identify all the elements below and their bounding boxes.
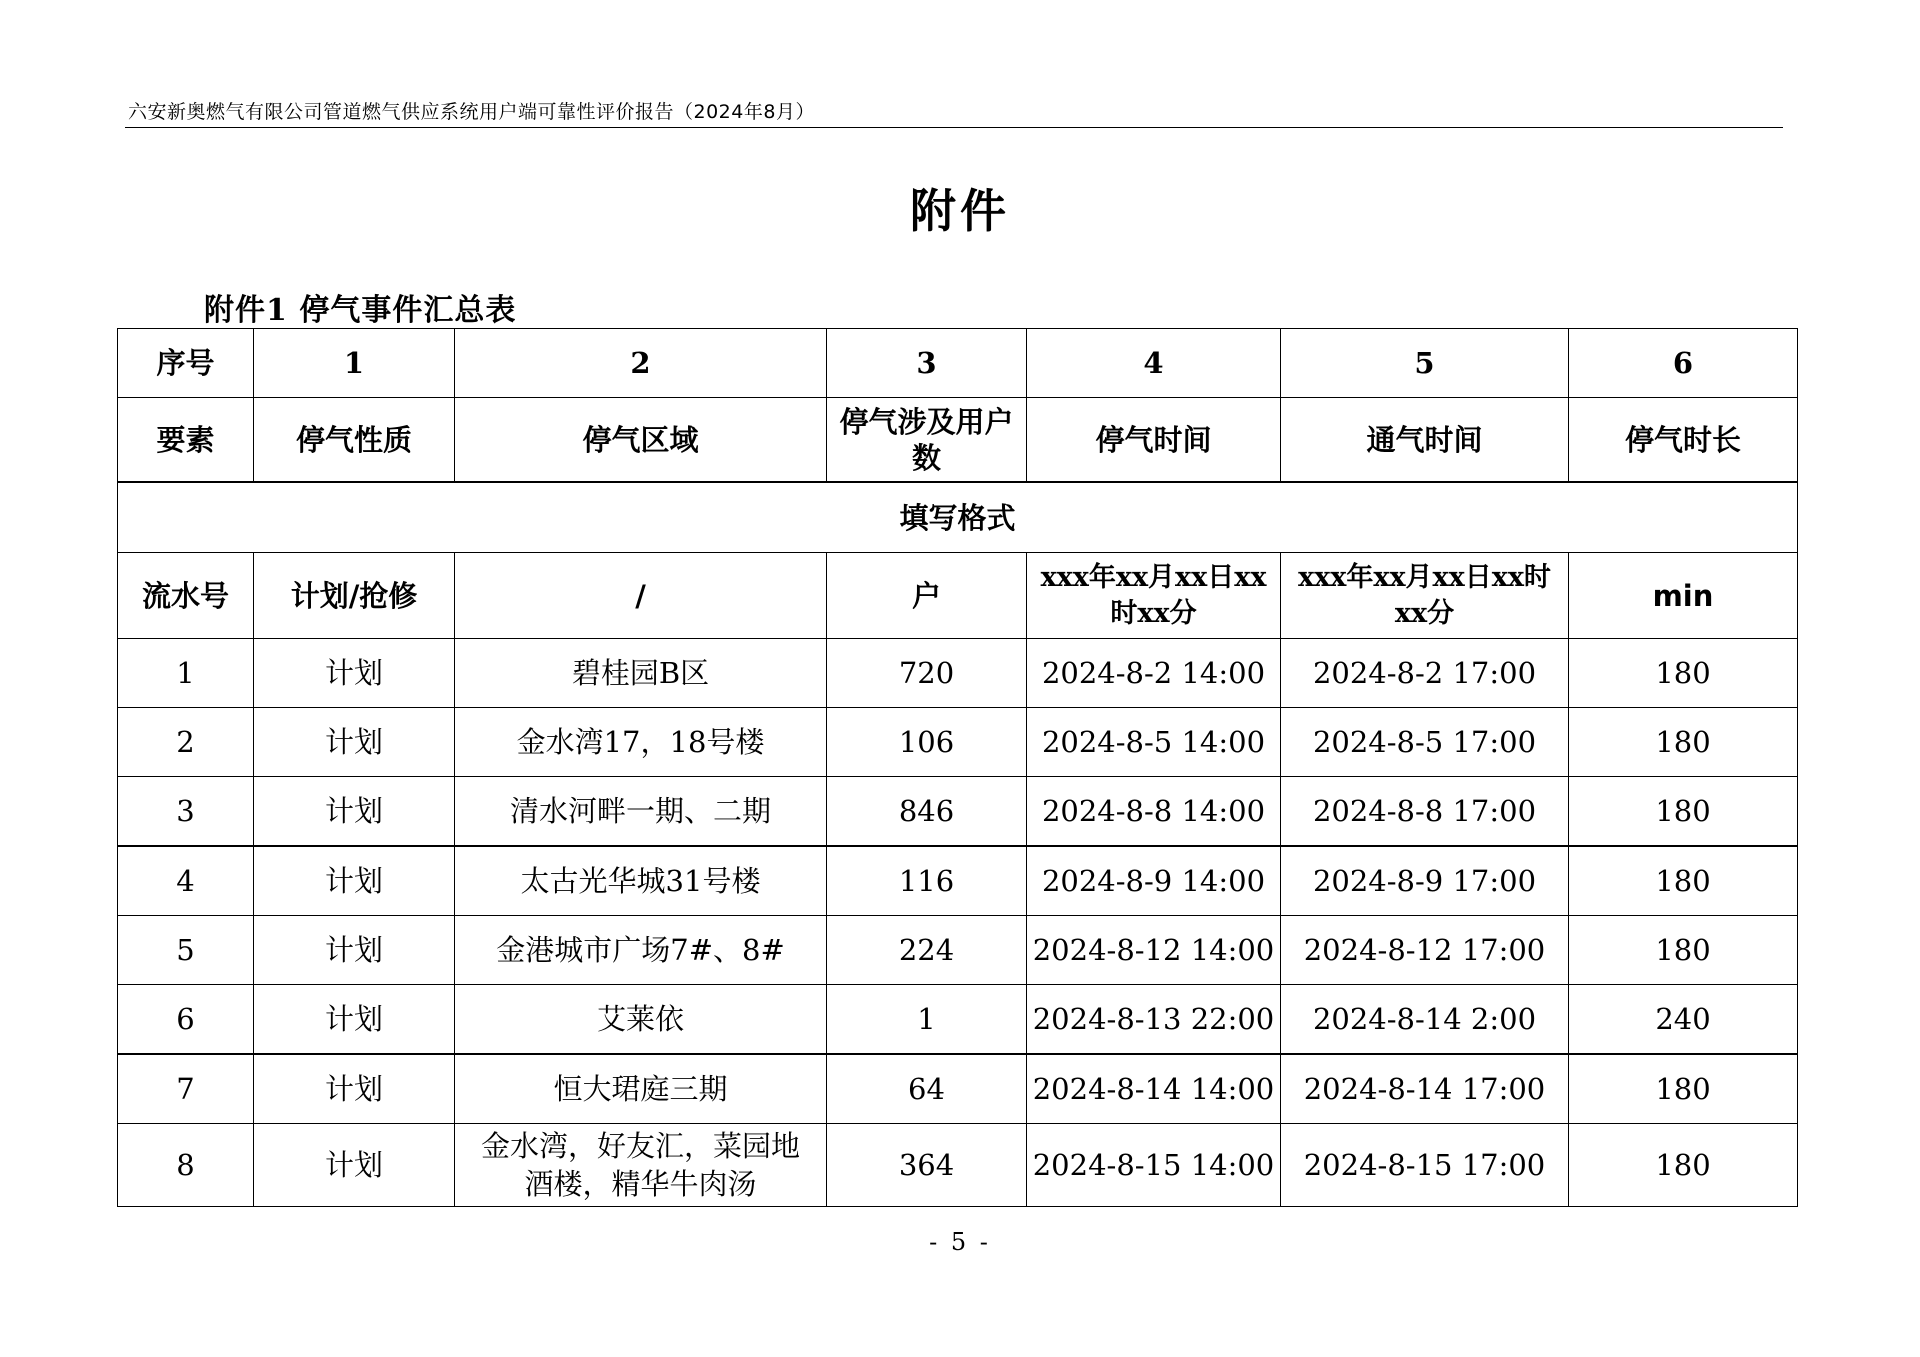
- cell-area: 金水湾，好友汇，菜园地酒楼，精华牛肉汤: [455, 1124, 827, 1207]
- format-heading: 填写格式: [118, 482, 1798, 553]
- cell-type: 计划: [254, 777, 455, 847]
- outage-summary-table: [117, 328, 1798, 1207]
- numbering-row: [118, 329, 1798, 398]
- cell-type: 计划: [254, 1054, 455, 1124]
- cell-type: 计划: [254, 985, 455, 1055]
- cell-type: 计划: [254, 1124, 455, 1207]
- cell-type: 计划: [254, 916, 455, 985]
- cell-duration: 180: [1569, 708, 1798, 777]
- cell-users: 846: [827, 777, 1027, 847]
- cell-serial: 4: [118, 846, 254, 916]
- cell-duration: 240: [1569, 985, 1798, 1055]
- format-row: [118, 553, 1798, 639]
- cell-users: 116: [827, 846, 1027, 916]
- format-cell-area: /: [455, 553, 827, 639]
- cell-area: 艾莱依: [455, 985, 827, 1055]
- table-row: [118, 985, 1798, 1055]
- cell-outage-time: 2024-8-15 14:00: [1027, 1124, 1281, 1207]
- cell-restore-time: 2024-8-8 17:00: [1281, 777, 1569, 847]
- header-rule: [125, 127, 1783, 128]
- format-cell-restore-time: xxx年xx月xx日xx时xx分: [1281, 553, 1569, 639]
- cell-users: 106: [827, 708, 1027, 777]
- cell-duration: 180: [1569, 777, 1798, 847]
- element-cell-outage-area: 停气区域: [455, 398, 827, 483]
- cell-outage-time: 2024-8-5 14:00: [1027, 708, 1281, 777]
- cell-duration: 180: [1569, 1124, 1798, 1207]
- cell-restore-time: 2024-8-12 17:00: [1281, 916, 1569, 985]
- page-number: - 5 -: [929, 1228, 991, 1256]
- header-cell-col4: 4: [1027, 329, 1281, 398]
- cell-serial: 1: [118, 639, 254, 708]
- cell-users: 364: [827, 1124, 1027, 1207]
- cell-restore-time: 2024-8-15 17:00: [1281, 1124, 1569, 1207]
- table-row: [118, 777, 1798, 847]
- cell-duration: 180: [1569, 1054, 1798, 1124]
- header-cell-col2: 2: [455, 329, 827, 398]
- cell-area: 金水湾17，18号楼: [455, 708, 827, 777]
- table-row: [118, 846, 1798, 916]
- cell-restore-time: 2024-8-9 17:00: [1281, 846, 1569, 916]
- element-cell-duration: 停气时长: [1569, 398, 1798, 483]
- cell-serial: 7: [118, 1054, 254, 1124]
- header-cell-serial: 序号: [118, 329, 254, 398]
- cell-duration: 180: [1569, 846, 1798, 916]
- cell-outage-time: 2024-8-2 14:00: [1027, 639, 1281, 708]
- cell-duration: 180: [1569, 916, 1798, 985]
- element-row: [118, 398, 1798, 483]
- element-cell-outage-type: 停气性质: [254, 398, 455, 483]
- cell-outage-time: 2024-8-12 14:00: [1027, 916, 1281, 985]
- cell-users: 1: [827, 985, 1027, 1055]
- format-cell-users: 户: [827, 553, 1027, 639]
- cell-duration: 180: [1569, 639, 1798, 708]
- cell-serial: 6: [118, 985, 254, 1055]
- cell-restore-time: 2024-8-5 17:00: [1281, 708, 1569, 777]
- cell-restore-time: 2024-8-14 2:00: [1281, 985, 1569, 1055]
- table-row: [118, 1054, 1798, 1124]
- table-caption: 附件1 停气事件汇总表: [204, 293, 517, 328]
- cell-type: 计划: [254, 639, 455, 708]
- cell-outage-time: 2024-8-14 14:00: [1027, 1054, 1281, 1124]
- cell-type: 计划: [254, 846, 455, 916]
- cell-restore-time: 2024-8-2 17:00: [1281, 639, 1569, 708]
- format-cell-serial: 流水号: [118, 553, 254, 639]
- table-row: [118, 1124, 1798, 1207]
- table-row: [118, 916, 1798, 985]
- cell-outage-time: 2024-8-8 14:00: [1027, 777, 1281, 847]
- header-cell-col5: 5: [1281, 329, 1569, 398]
- cell-restore-time: 2024-8-14 17:00: [1281, 1054, 1569, 1124]
- header-cell-col1: 1: [254, 329, 455, 398]
- cell-area: 太古光华城31号楼: [455, 846, 827, 916]
- cell-type: 计划: [254, 708, 455, 777]
- cell-users: 64: [827, 1054, 1027, 1124]
- element-cell-label: 要素: [118, 398, 254, 483]
- cell-serial: 5: [118, 916, 254, 985]
- cell-outage-time: 2024-8-13 22:00: [1027, 985, 1281, 1055]
- cell-area: 恒大珺庭三期: [455, 1054, 827, 1124]
- table-row: [118, 639, 1798, 708]
- element-cell-restore-time: 通气时间: [1281, 398, 1569, 483]
- cell-users: 720: [827, 639, 1027, 708]
- element-cell-affected-users: 停气涉及用户数: [827, 398, 1027, 483]
- format-cell-outage-time: xxx年xx月xx日xx时xx分: [1027, 553, 1281, 639]
- cell-serial: 2: [118, 708, 254, 777]
- format-cell-type: 计划/抢修: [254, 553, 455, 639]
- header-cell-col6: 6: [1569, 329, 1798, 398]
- cell-outage-time: 2024-8-9 14:00: [1027, 846, 1281, 916]
- cell-area: 碧桂园B区: [455, 639, 827, 708]
- header-cell-col3: 3: [827, 329, 1027, 398]
- table-row: [118, 708, 1798, 777]
- page-title: 附件: [910, 184, 1010, 238]
- cell-serial: 3: [118, 777, 254, 847]
- cell-area: 金港城市广场7#、8#: [455, 916, 827, 985]
- cell-serial: 8: [118, 1124, 254, 1207]
- format-heading-row: [118, 482, 1798, 553]
- cell-area: 清水河畔一期、二期: [455, 777, 827, 847]
- cell-users: 224: [827, 916, 1027, 985]
- format-cell-duration: min: [1569, 553, 1798, 639]
- running-header: 六安新奥燃气有限公司管道燃气供应系统用户端可靠性评价报告（2024年8月）: [128, 101, 815, 123]
- element-cell-outage-time: 停气时间: [1027, 398, 1281, 483]
